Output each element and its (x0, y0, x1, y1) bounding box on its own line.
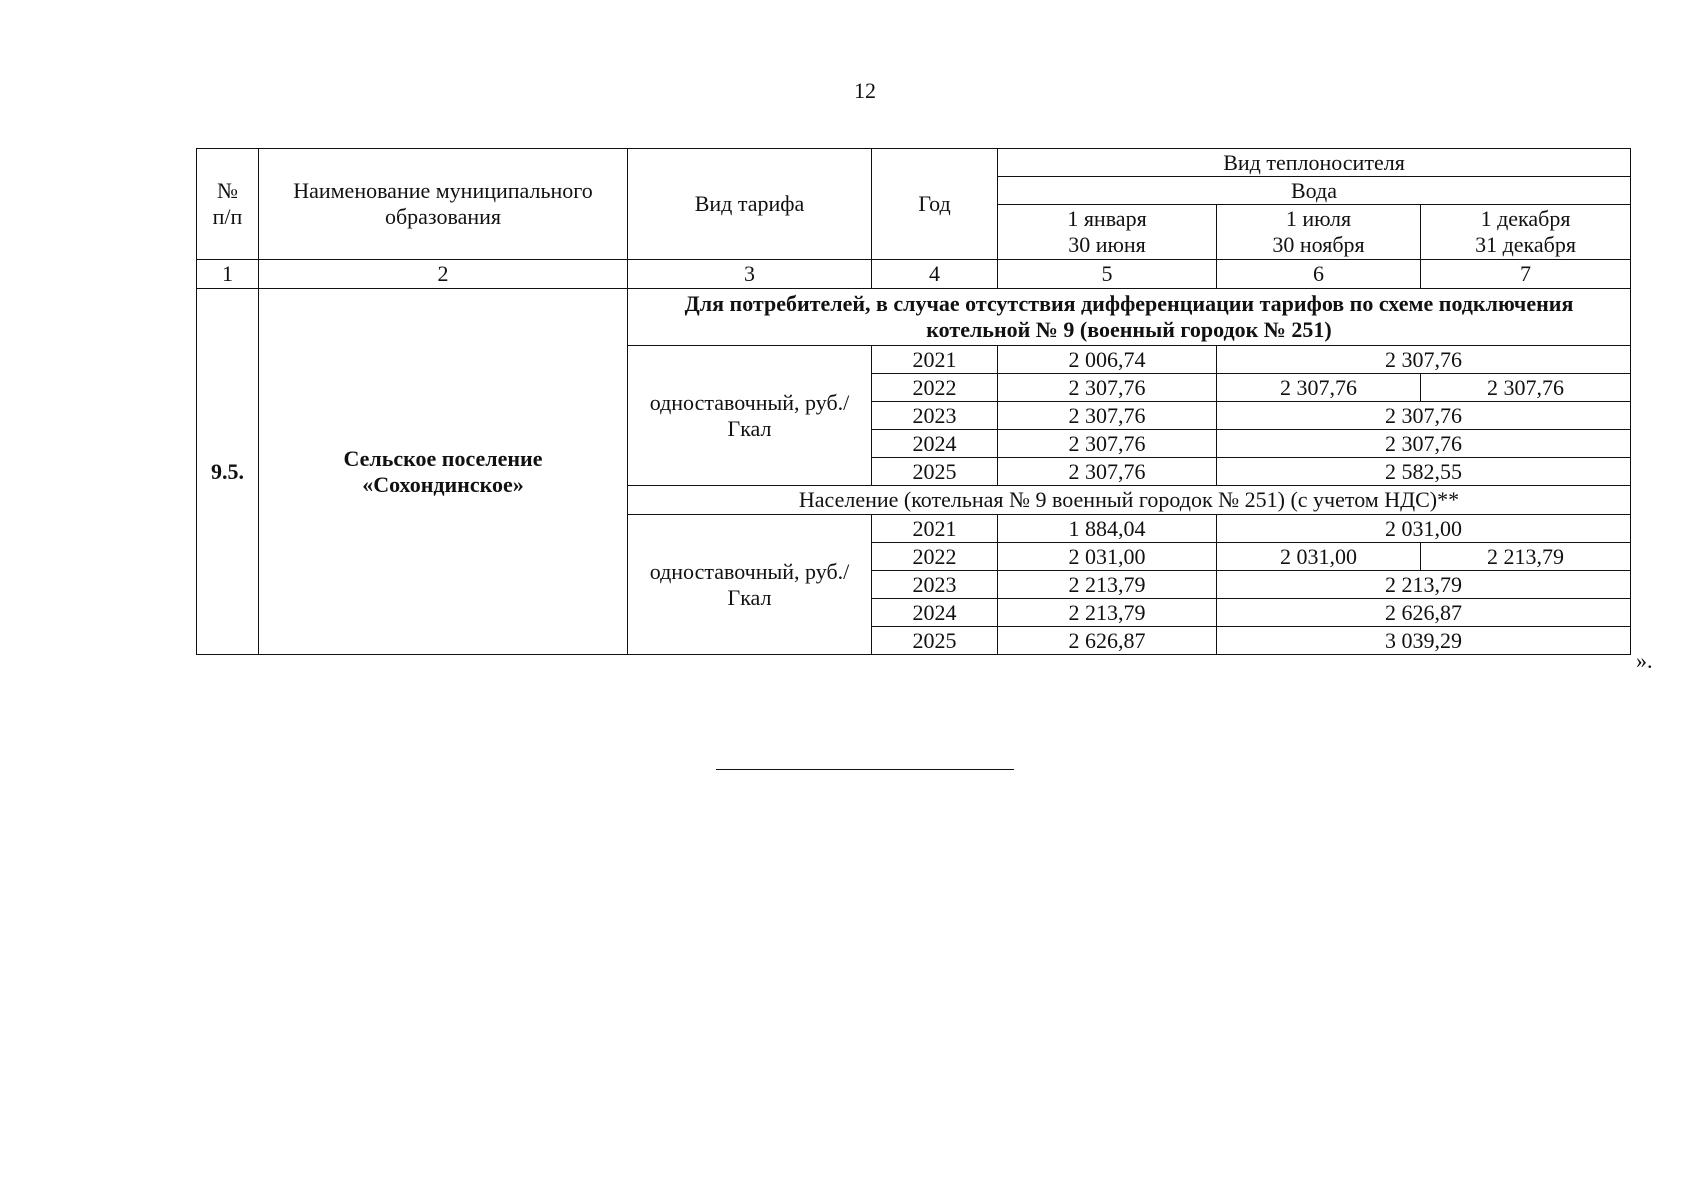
header-carrier: Вид теплоносителя (998, 149, 1631, 177)
value-cell: 3 039,29 (1217, 627, 1631, 655)
year-cell: 2022 (872, 543, 998, 571)
table-row (197, 289, 1631, 346)
value-cell: 2 307,76 (998, 458, 1217, 486)
value-cell: 2 307,76 (1217, 402, 1631, 430)
tariff-type-cell: одноставочный, руб./Гкал (628, 515, 872, 655)
column-number: 5 (998, 260, 1217, 289)
column-number: 1 (197, 260, 259, 289)
value-cell: 2 307,76 (1421, 374, 1631, 402)
value-cell: 1 884,04 (998, 515, 1217, 543)
year-cell: 2024 (872, 599, 998, 627)
header-row (197, 149, 1631, 177)
year-cell: 2021 (872, 346, 998, 374)
year-cell: 2021 (872, 515, 998, 543)
value-cell: 2 626,87 (998, 627, 1217, 655)
section-title: Для потребителей, в случае отсутствия дифференциации тарифов по схеме подключения котельной № 9 (военный городок № 251) (628, 289, 1631, 346)
value-cell: 2 213,79 (998, 571, 1217, 599)
column-number: 2 (259, 260, 628, 289)
tariff-table (196, 148, 1631, 655)
header-year: Год (872, 149, 998, 260)
value-cell: 2 307,76 (1217, 374, 1421, 402)
value-cell: 2 031,00 (1217, 515, 1631, 543)
column-number: 7 (1421, 260, 1631, 289)
value-cell: 2 213,79 (998, 599, 1217, 627)
column-number-row (197, 260, 1631, 289)
value-cell: 2 307,76 (998, 374, 1217, 402)
header-water: Вода (998, 177, 1631, 205)
entry-municipality: Сельское поселение «Сохондинское» (259, 289, 628, 655)
header-municipality: Наименование муниципального образования (259, 149, 628, 260)
section-title: Население (котельная № 9 военный городок № 251) (с учетом НДС)** (628, 486, 1631, 515)
value-cell: 2 031,00 (1217, 543, 1421, 571)
value-cell: 2 307,76 (1217, 346, 1631, 374)
column-number: 3 (628, 260, 872, 289)
page-number: 12 (854, 78, 876, 103)
entry-number: 9.5. (197, 289, 259, 655)
closing-quote: ». (1636, 648, 1653, 673)
year-cell: 2024 (872, 430, 998, 458)
value-cell: 2 626,87 (1217, 599, 1631, 627)
value-cell: 2 031,00 (998, 543, 1217, 571)
column-number: 4 (872, 260, 998, 289)
header-num: № п/п (197, 149, 259, 260)
value-cell: 2 307,76 (998, 402, 1217, 430)
tariff-type-cell: одноставочный, руб./Гкал (628, 346, 872, 486)
year-cell: 2022 (872, 374, 998, 402)
header-tariff-type: Вид тарифа (628, 149, 872, 260)
divider-line (716, 769, 1014, 770)
header-period-2: 1 июля 30 ноября (1217, 205, 1421, 260)
value-cell: 2 006,74 (998, 346, 1217, 374)
header-period-1: 1 января 30 июня (998, 205, 1217, 260)
value-cell: 2 582,55 (1217, 458, 1631, 486)
year-cell: 2023 (872, 402, 998, 430)
column-number: 6 (1217, 260, 1421, 289)
value-cell: 2 307,76 (998, 430, 1217, 458)
year-cell: 2025 (872, 627, 998, 655)
value-cell: 2 307,76 (1217, 430, 1631, 458)
header-period-3: 1 декабря 31 декабря (1421, 205, 1631, 260)
year-cell: 2023 (872, 571, 998, 599)
year-cell: 2025 (872, 458, 998, 486)
value-cell: 2 213,79 (1217, 571, 1631, 599)
value-cell: 2 213,79 (1421, 543, 1631, 571)
